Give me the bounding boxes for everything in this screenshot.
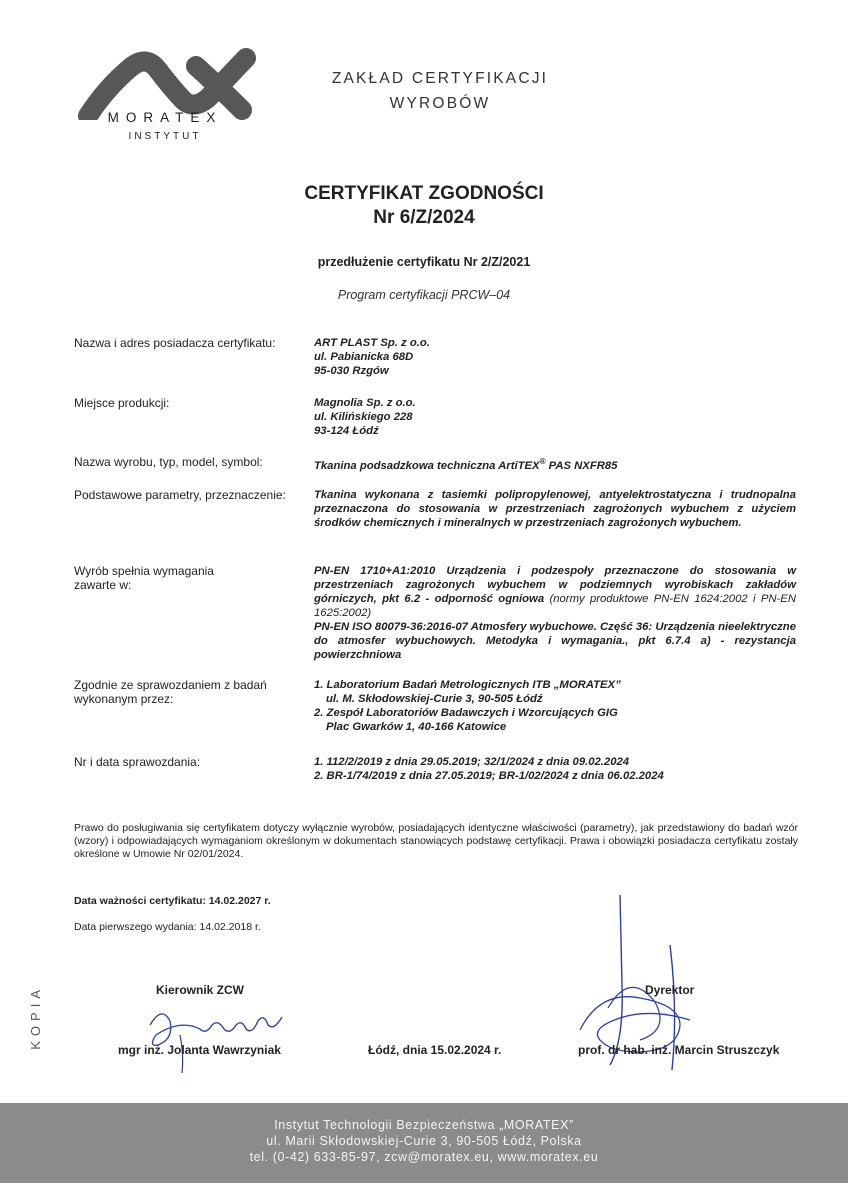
department-name — [300, 66, 580, 116]
place-and-date: Łódź, dnia 15.02.2024 r. — [368, 1043, 502, 1057]
reports-value — [314, 755, 796, 783]
holder-label: Nazwa i adres posiadacza certyfikatu: — [74, 336, 276, 350]
registered-mark: ® — [539, 457, 546, 466]
product-model: PAS NXFR85 — [545, 459, 618, 472]
holder-line: ul. Pabianicka 68D — [314, 351, 414, 363]
footer-address: ul. Marii Skłodowskiej-Curie 3, 90-505 Łódź, Polska — [266, 1134, 582, 1148]
signature-left-icon — [140, 995, 290, 1075]
moratex-logo-icon — [60, 40, 270, 120]
report-1: 1. 112/2/2019 z dnia 29.05.2019; 32/1/2024 z dnia 09.02.2024 — [314, 756, 630, 768]
lab-2-name: 2. Zespół Laboratoriów Badawczych i Wzorcujących GIG — [314, 707, 618, 719]
requirements-label-line: Wyrób spełnia wymagania — [74, 564, 214, 578]
right-signatory-name: prof. dr hab. inż. Marcin Struszczyk — [578, 1043, 780, 1057]
parameters-value: Tkanina wykonana z tasiemki polipropylenowej, antyelektrostatyczna i trudnopalna przeznaczona do stosowania w przestrzeniach zagrożonych wybuchem z użyciem środków chemicznych i mineralnych w przestrzeniach zagrożonych wybuchem. — [314, 489, 796, 529]
logo-name: MORATEX — [107, 110, 223, 125]
certification-program: Program certyfikacji PRCW–04 — [337, 288, 511, 302]
production-line: Magnolia Sp. z o.o. — [314, 397, 416, 409]
reports-label: Nr i data sprawozdania: — [74, 755, 201, 769]
standard-2: PN-EN ISO 80079-36:2016-07 Atmosfery wybuchowe. Część 36: Urządzenia nieelektryczne do atmosfer wybuchowych. Metodyka i wymagania., pkt 6.7.4 a) - rezystancja powierzchniowa — [314, 621, 796, 661]
validity-date: Data ważności certyfikatu: 14.02.2027 r. — [74, 895, 271, 907]
requirements-value — [314, 564, 796, 662]
footer-institute: Instytut Technologii Bezpieczeństwa „MORATEX” — [274, 1118, 574, 1132]
usage-notice: Prawo do posługiwania się certyfikatem dotyczy wyłącznie wyrobów, posiadających identyczne właściwości (parametry), jak przedstawiony do badań wzór (wzory) i odpowiadających wymaganiom określonym w dokumentach stanowiących podstawę certyfikacji. Prawa i obowiązki posiadacza certyfikatu zostały określone w Umowie Nr 02/01/2024. — [74, 822, 798, 860]
production-line: ul. Kilińskiego 228 — [314, 411, 413, 423]
product-value — [314, 455, 796, 473]
production-label: Miejsce produkcji: — [74, 396, 170, 410]
lab-1-name: 1. Laboratorium Badań Metrologicznych ITB „MORATEX” — [314, 679, 621, 691]
labs-label-line: wykonanym przez: — [74, 692, 174, 706]
department-line-2: WYROBÓW — [389, 95, 491, 112]
report-2: 2. BR-1/74/2019 z dnia 27.05.2019; BR-1/02/2024 z dnia 06.02.2024 — [314, 770, 664, 782]
department-line-1: ZAKŁAD CERTYFIKACJI — [331, 70, 549, 87]
production-line: 93-124 Łódź — [314, 425, 379, 437]
holder-line: ART PLAST Sp. z o.o. — [314, 337, 430, 349]
copy-stamp: KOPIA — [28, 985, 43, 1050]
labs-label-line: Zgodnie ze sprawozdaniem z badań — [74, 678, 267, 692]
logo-subtitle: INSTYTUT — [128, 131, 202, 142]
certificate-title: CERTYFIKAT ZGODNOŚCI — [304, 183, 544, 204]
requirements-label — [74, 564, 304, 592]
left-signatory-title: Kierownik ZCW — [156, 983, 245, 997]
certificate-number: Nr 6/Z/2024 — [373, 207, 475, 228]
left-signatory-name: mgr inż. Jolanta Wawrzyniak — [118, 1043, 281, 1057]
certificate-extension: przedłużenie certyfikatu Nr 2/Z/2021 — [317, 255, 531, 269]
lab-2-address: Plac Gwarków 1, 40-166 Katowice — [326, 721, 507, 733]
holder-value — [314, 336, 796, 378]
labs-value — [314, 678, 796, 734]
certificate-title-block — [0, 182, 848, 230]
standard-1: PN-EN 1710+A1:2010 Urządzenia i podzespoły przeznaczone do stosowania w przestrzeniach zagrożonych wybuchem w podziemnych wyrobiskach zakładów górniczych, pkt 6.2 - odporność ogniowa — [314, 565, 796, 605]
requirements-label-line: zawarte w: — [74, 578, 132, 592]
lab-1-address: ul. M. Skłodowskiej-Curie 3, 90-505 Łódź — [326, 693, 543, 705]
first-issue-date: Data pierwszego wydania: 14.02.2018 r. — [74, 921, 261, 933]
product-name: Tkanina podsadzkowa techniczna ArtiTEX — [314, 459, 540, 472]
footer-text — [0, 1117, 848, 1165]
standard-1-note: (normy produktowe PN-EN 1624:2002 i PN-EN 1625:2002) — [314, 593, 796, 619]
production-value — [314, 396, 796, 438]
holder-line: 95-030 Rzgów — [314, 365, 389, 377]
footer-contact: tel. (0-42) 633-85-97, zcw@moratex.eu, www.moratex.eu — [249, 1150, 599, 1164]
labs-label — [74, 678, 304, 706]
parameters-label: Podstawowe parametry, przeznaczenie: — [74, 488, 286, 502]
product-label: Nazwa wyrobu, typ, model, symbol: — [74, 455, 263, 469]
right-signatory-title: Dyrektor — [645, 983, 695, 997]
